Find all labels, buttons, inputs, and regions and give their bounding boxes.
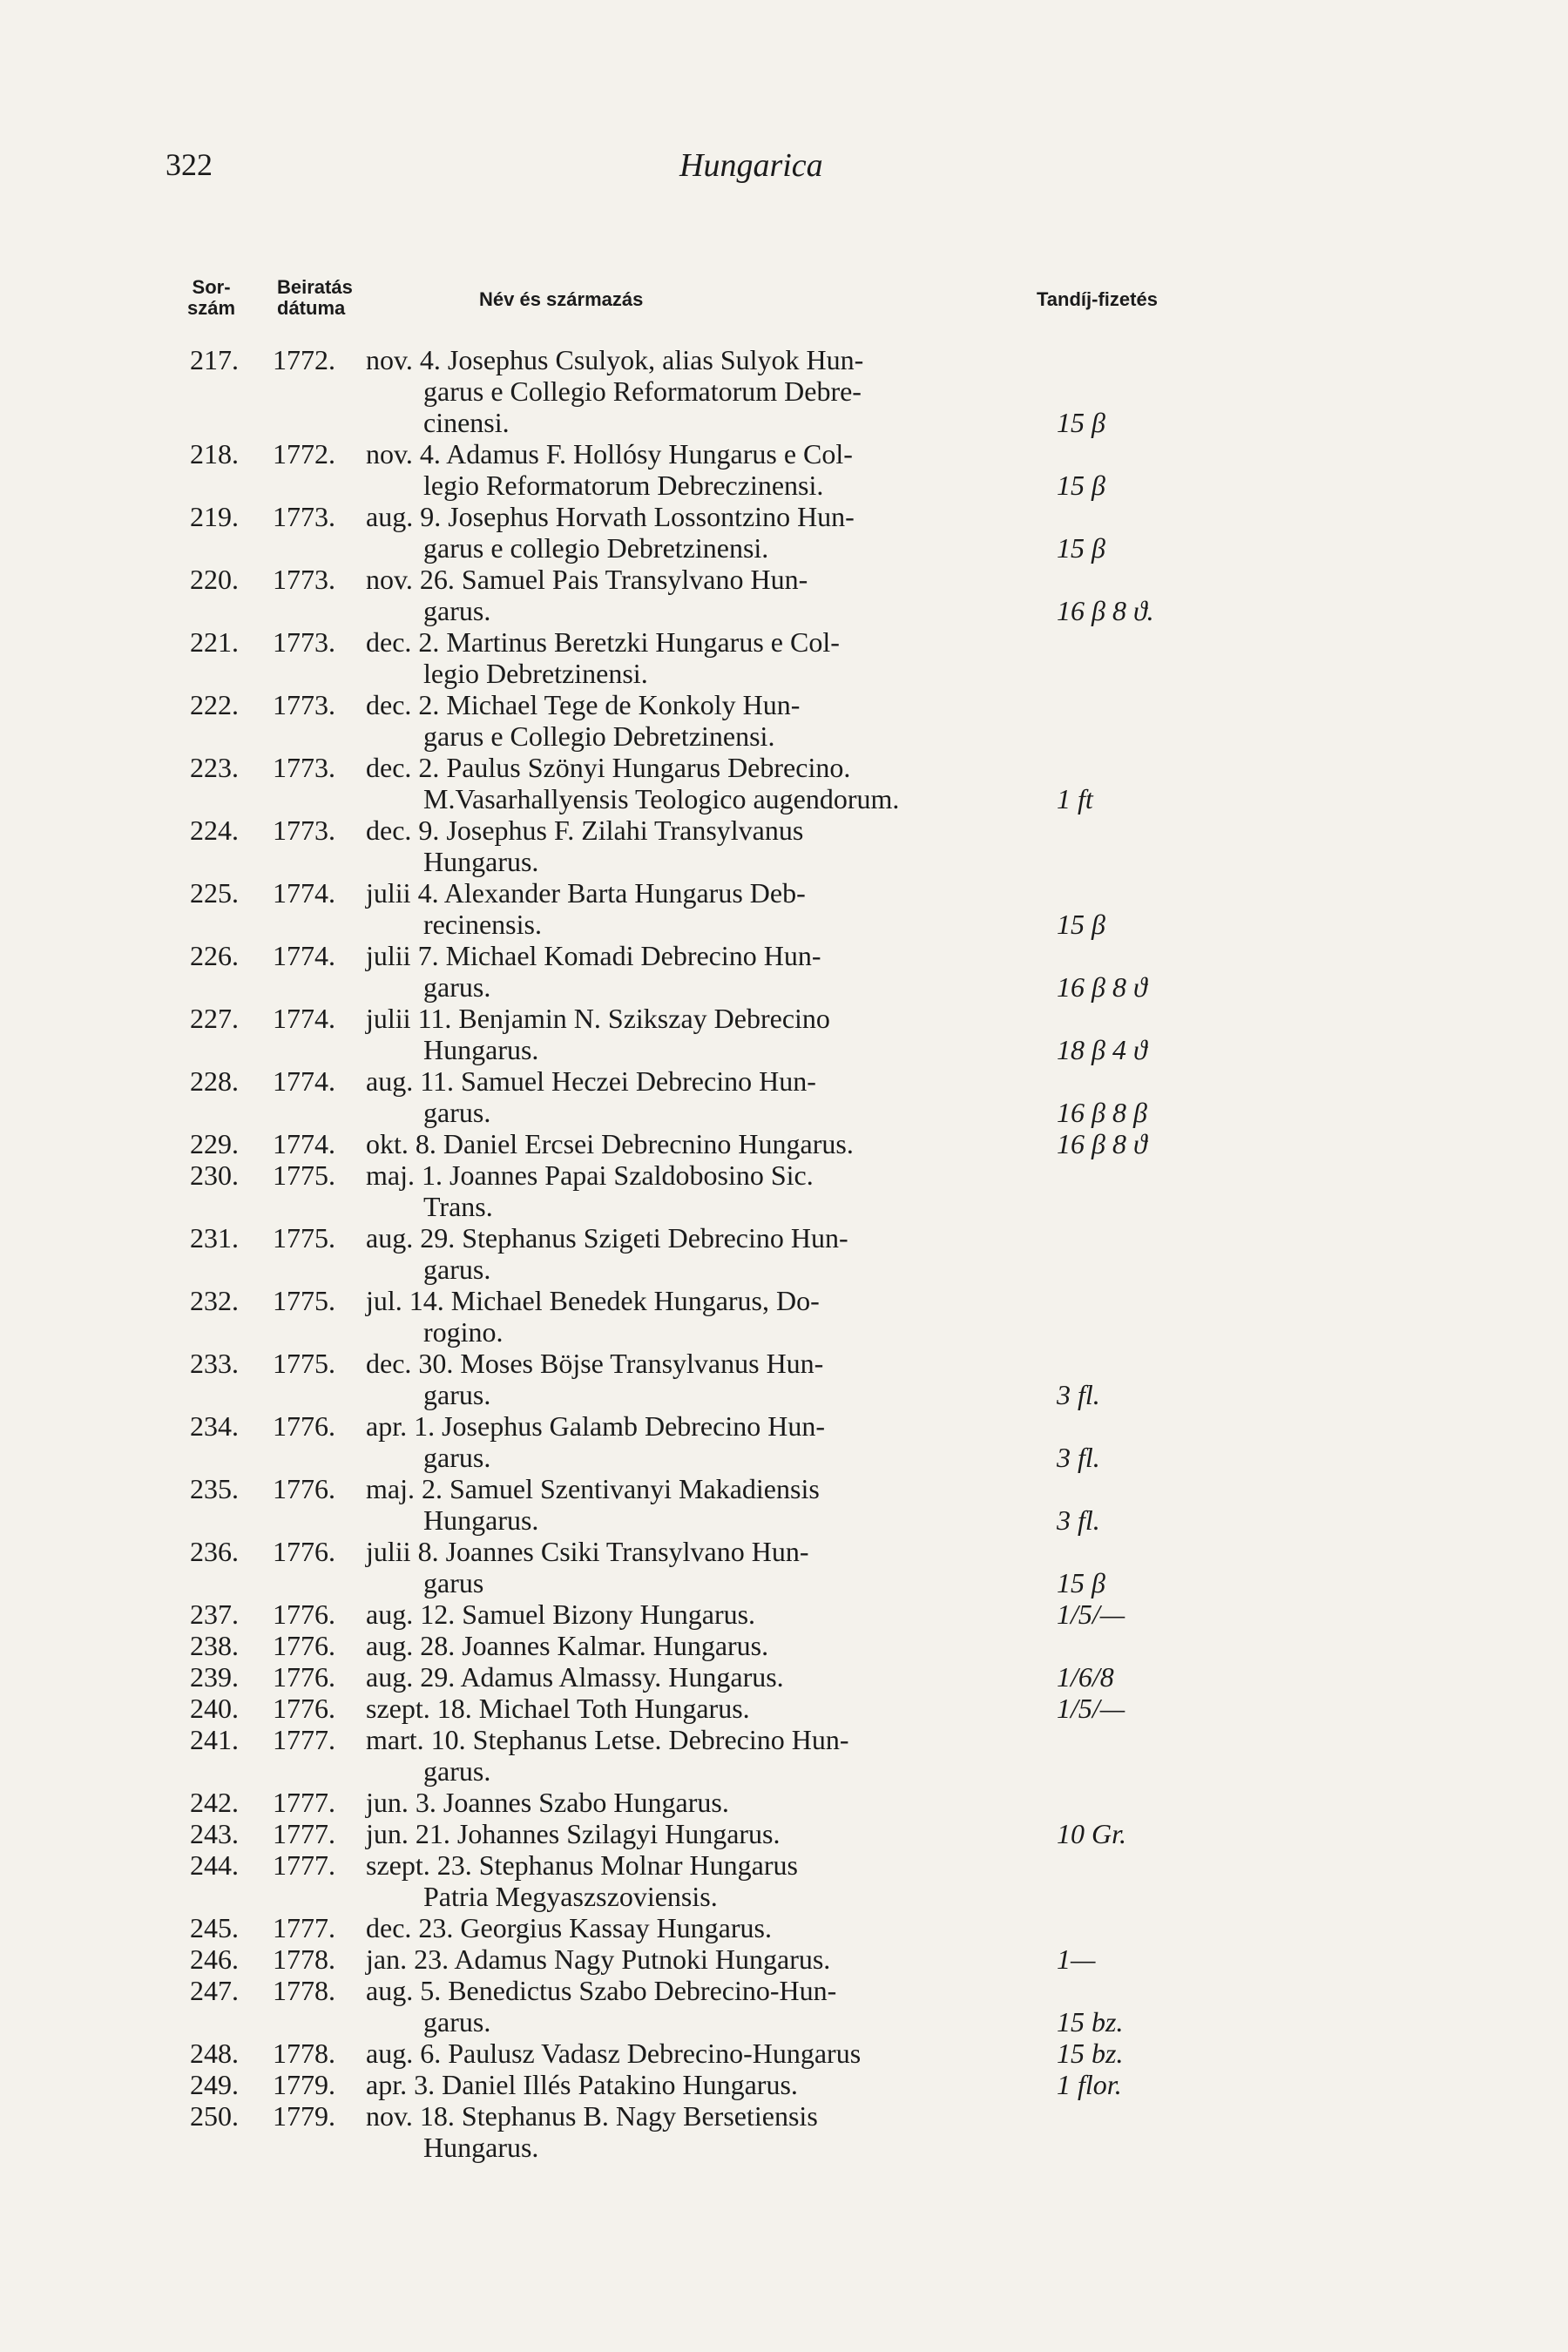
entry-text [366,814,1063,877]
entry-text-line: aug. 28. Joannes Kalmar. Hungarus. [366,1630,769,1661]
entry-year: 1776. [273,1598,335,1630]
entry-text-line: garus. [423,1254,491,1285]
entry-text [366,1222,1063,1285]
entry-number: 245. [190,1912,239,1943]
register-entry [0,1724,1568,1787]
entry-year: 1773. [273,814,335,846]
entry-text-line: garus. [423,971,491,1003]
register-entry [0,1630,1568,1661]
entry-text-line: dec. 2. Paulus Szönyi Hungarus Debrecino. [366,752,851,783]
entry-text [366,2038,1063,2069]
register-entry [0,1818,1568,1849]
entry-text-line: okt. 8. Daniel Ercsei Debrecnino Hungarus. [366,1128,854,1159]
entry-number: 250. [190,2100,239,2132]
register-entry [0,1128,1568,1159]
entry-text-line: aug. 29. Adamus Almassy. Hungarus. [366,1661,784,1693]
entry-fee: 1/5/— [1057,1693,1125,1724]
entry-text-line: aug. 5. Benedictus Szabo Debrecino-Hun- [366,1975,837,2006]
entry-year: 1775. [273,1222,335,1254]
entry-text [366,1818,1063,1849]
entry-number: 247. [190,1975,239,2006]
entry-text-line: recinensis. [423,909,542,940]
entry-number: 230. [190,1159,239,1191]
entry-text-line: apr. 3. Daniel Illés Patakino Hungarus. [366,2069,798,2100]
entry-text-line: Trans. [423,1191,493,1222]
register-entry [0,940,1568,1003]
entry-fee: 16 β 8 ϑ. [1057,595,1154,626]
entry-text-line: rogino. [423,1316,504,1348]
entry-year: 1777. [273,1787,335,1818]
entry-year: 1775. [273,1285,335,1316]
entry-fee: 1 flor. [1057,2069,1122,2100]
entry-year: 1776. [273,1473,335,1504]
register-entry [0,1975,1568,2038]
entry-fee: 1/6/8 [1057,1661,1114,1693]
entry-number: 238. [190,1630,239,1661]
entry-fee: 3 fl. [1057,1504,1100,1536]
entry-text-line: garus e collegio Debretzinensi. [423,532,769,564]
running-head [0,146,1568,190]
entry-year: 1778. [273,1975,335,2006]
entry-year: 1776. [273,1630,335,1661]
entry-number: 241. [190,1724,239,1755]
entry-text-line: M.Vasarhallyensis Teologico augendorum. [423,783,900,814]
entry-text [366,1630,1063,1661]
entry-text [366,1787,1063,1818]
register-entry [0,1410,1568,1473]
entry-text [366,1159,1063,1222]
register-entry [0,689,1568,752]
entry-text [366,1348,1063,1410]
entry-text-line: jul. 14. Michael Benedek Hungarus, Do- [366,1285,820,1316]
entry-text [366,1661,1063,1693]
entry-text-line: nov. 26. Samuel Pais Transylvano Hun- [366,564,808,595]
entry-text [366,877,1063,940]
column-header-number-line2: szám [187,297,236,319]
column-header-number [187,277,235,319]
entry-text-line: dec. 9. Josephus F. Zilahi Transylvanus [366,814,804,846]
entry-number: 242. [190,1787,239,1818]
register-entry [0,1065,1568,1128]
entry-year: 1774. [273,1128,335,1159]
entry-text-line: julii 8. Joannes Csiki Transylvano Hun- [366,1536,809,1567]
register-entry [0,1285,1568,1348]
entry-number: 231. [190,1222,239,1254]
register-entry [0,2100,1568,2163]
register-entry [0,1536,1568,1598]
entry-year: 1779. [273,2100,335,2132]
entry-text [366,1410,1063,1473]
entry-text-line: nov. 18. Stephanus B. Nagy Bersetiensis [366,2100,818,2132]
register-entry [0,1849,1568,1912]
entry-year: 1774. [273,1003,335,1034]
column-header-number-line1: Sor- [192,276,231,298]
entry-text [366,438,1063,501]
entry-text-line: jun. 21. Johannes Szilagyi Hungarus. [366,1818,781,1849]
entry-number: 234. [190,1410,239,1442]
entry-text [366,940,1063,1003]
entry-text [366,564,1063,626]
register-entry [0,1912,1568,1943]
entry-text-line: mart. 10. Stephanus Letse. Debrecino Hun- [366,1724,849,1755]
register-entry [0,564,1568,626]
entry-number: 227. [190,1003,239,1034]
register-entry [0,2038,1568,2069]
entry-text-line: dec. 2. Martinus Beretzki Hungarus e Col- [366,626,840,658]
entry-fee: 3 fl. [1057,1442,1100,1473]
column-header-date [277,277,353,319]
entry-number: 248. [190,2038,239,2069]
entry-year: 1776. [273,1410,335,1442]
entry-text [366,689,1063,752]
register-entry [0,814,1568,877]
entry-number: 222. [190,689,239,720]
register-entries [0,344,1568,2163]
register-entry [0,1693,1568,1724]
register-entry [0,626,1568,689]
entry-text-line: garus. [423,1379,491,1410]
entry-fee: 10 Gr. [1057,1818,1127,1849]
register-entry [0,2069,1568,2100]
entry-number: 220. [190,564,239,595]
entry-text-line: garus. [423,595,491,626]
entry-text-line: garus. [423,1755,491,1787]
entry-text-line: julii 7. Michael Komadi Debrecino Hun- [366,940,821,971]
entry-number: 226. [190,940,239,971]
entry-text-line: jun. 3. Joannes Szabo Hungarus. [366,1787,729,1818]
column-header-name: Név és származás [479,288,644,310]
entry-text-line: aug. 11. Samuel Heczei Debrecino Hun- [366,1065,816,1097]
entry-text-line: julii 11. Benjamin N. Szikszay Debrecino [366,1003,830,1034]
register-entry [0,1598,1568,1630]
column-header-fee: Tandíj-fizetés [1037,288,1158,310]
register-entry [0,1222,1568,1285]
entry-number: 223. [190,752,239,783]
register-entry [0,1473,1568,1536]
entry-text-line: legio Reformatorum Debreczinensi. [423,470,824,501]
register-entry [0,1787,1568,1818]
register-entry [0,344,1568,438]
entry-year: 1778. [273,2038,335,2069]
entry-text [366,1849,1063,1912]
entry-text [366,1128,1063,1159]
entry-text-line: garus. [423,1442,491,1473]
entry-year: 1777. [273,1818,335,1849]
register-entry [0,877,1568,940]
entry-text-line: garus e Collegio Debretzinensi. [423,720,775,752]
entry-number: 235. [190,1473,239,1504]
entry-fee: 1— [1057,1943,1096,1975]
entry-fee: 16 β 8 ϑ [1057,1128,1147,1159]
entry-text-line: dec. 30. Moses Böjse Transylvanus Hun- [366,1348,824,1379]
entry-year: 1775. [273,1159,335,1191]
entry-fee: 15 bz. [1057,2006,1124,2038]
entry-year: 1776. [273,1536,335,1567]
entry-text [366,1536,1063,1598]
entry-text-line: nov. 4. Adamus F. Hollósy Hungarus e Col- [366,438,853,470]
entry-text-line: aug. 9. Josephus Horvath Lossontzino Hun- [366,501,855,532]
entry-fee: 16 β 8 β [1057,1097,1147,1128]
entry-text-line: Hungarus. [423,2132,539,2163]
entry-number: 232. [190,1285,239,1316]
entry-text [366,1724,1063,1787]
entry-text-line: garus [423,1567,484,1598]
entry-year: 1774. [273,1065,335,1097]
entry-number: 217. [190,344,239,375]
entry-number: 229. [190,1128,239,1159]
entry-number: 224. [190,814,239,846]
entry-text-line: aug. 12. Samuel Bizony Hungarus. [366,1598,756,1630]
entry-text-line: maj. 2. Samuel Szentivanyi Makadiensis [366,1473,820,1504]
entry-text-line: aug. 6. Paulusz Vadasz Debrecino-Hungarus [366,2038,862,2069]
entry-text-line: legio Debretzinensi. [423,658,648,689]
register-entry [0,1943,1568,1975]
entry-number: 239. [190,1661,239,1693]
entry-year: 1778. [273,1943,335,1975]
entry-number: 240. [190,1693,239,1724]
entry-fee: 1 ft [1057,783,1093,814]
entry-year: 1776. [273,1661,335,1693]
register-entry [0,438,1568,501]
entry-fee: 3 fl. [1057,1379,1100,1410]
entry-text-line: maj. 1. Joannes Papai Szaldobosino Sic. [366,1159,814,1191]
entry-fee: 15 β [1057,532,1105,564]
entry-fee: 15 β [1057,407,1105,438]
entry-number: 244. [190,1849,239,1881]
entry-year: 1779. [273,2069,335,2100]
entry-text [366,752,1063,814]
entry-text [366,2100,1063,2163]
entry-text-line: apr. 1. Josephus Galamb Debrecino Hun- [366,1410,825,1442]
entry-text-line: Hungarus. [423,846,539,877]
entry-year: 1773. [273,689,335,720]
entry-year: 1775. [273,1348,335,1379]
entry-text [366,1975,1063,2038]
entry-text [366,1598,1063,1630]
register-entry [0,752,1568,814]
entry-year: 1772. [273,438,335,470]
entry-year: 1772. [273,344,335,375]
entry-year: 1773. [273,564,335,595]
entry-text [366,1693,1063,1724]
entry-year: 1774. [273,877,335,909]
page-number: 322 [166,147,213,182]
entry-year: 1777. [273,1912,335,1943]
entry-number: 219. [190,501,239,532]
entry-number: 233. [190,1348,239,1379]
entry-number: 249. [190,2069,239,2100]
entry-text-line: szept. 18. Michael Toth Hungarus. [366,1693,750,1724]
register-entry [0,1348,1568,1410]
entry-text-line: Hungarus. [423,1504,539,1536]
entry-year: 1776. [273,1693,335,1724]
entry-text-line: szept. 23. Stephanus Molnar Hungarus [366,1849,798,1881]
entry-year: 1777. [273,1724,335,1755]
entry-number: 246. [190,1943,239,1975]
entry-text [366,1065,1063,1128]
entry-year: 1773. [273,626,335,658]
entry-text-line: garus. [423,1097,491,1128]
entry-text [366,1912,1063,1943]
entry-text [366,1473,1063,1536]
column-header-date-line1: Beiratás [277,276,353,298]
entry-fee: 16 β 8 ϑ [1057,971,1147,1003]
entry-fee: 15 β [1057,470,1105,501]
entry-text-line: jan. 23. Adamus Nagy Putnoki Hungarus. [366,1943,831,1975]
column-header-date-line2: dátuma [277,297,346,319]
entry-text [366,501,1063,564]
entry-text [366,2069,1063,2100]
entry-text-line: dec. 2. Michael Tege de Konkoly Hun- [366,689,801,720]
entry-text [366,1003,1063,1065]
entry-fee: 15 β [1057,909,1105,940]
register-entry [0,1159,1568,1222]
running-title: Hungarica [679,147,823,184]
entry-number: 218. [190,438,239,470]
register-entry [0,1003,1568,1065]
entry-year: 1773. [273,501,335,532]
entry-fee: 15 bz. [1057,2038,1124,2069]
entry-text-line: Hungarus. [423,1034,539,1065]
entry-text-line: nov. 4. Josephus Csulyok, alias Sulyok Hun- [366,344,864,375]
entry-fee: 1/5/— [1057,1598,1125,1630]
entry-number: 237. [190,1598,239,1630]
entry-text-line: julii 4. Alexander Barta Hungarus Deb- [366,877,806,909]
column-headers [0,277,1568,329]
entry-number: 236. [190,1536,239,1567]
entry-number: 228. [190,1065,239,1097]
register-entry [0,1661,1568,1693]
entry-text-line: cinensi. [423,407,510,438]
entry-text [366,344,1063,438]
entry-year: 1777. [273,1849,335,1881]
entry-fee: 15 β [1057,1567,1105,1598]
entry-text-line: garus. [423,2006,491,2038]
entry-number: 243. [190,1818,239,1849]
entry-text-line: dec. 23. Georgius Kassay Hungarus. [366,1912,772,1943]
entry-number: 225. [190,877,239,909]
entry-year: 1773. [273,752,335,783]
entry-fee: 18 β 4 ϑ [1057,1034,1147,1065]
register-entry [0,501,1568,564]
entry-text [366,1285,1063,1348]
entry-text-line: Patria Megyaszszoviensis. [423,1881,718,1912]
entry-number: 221. [190,626,239,658]
entry-text [366,626,1063,689]
entry-year: 1774. [273,940,335,971]
entry-text-line: aug. 29. Stephanus Szigeti Debrecino Hun- [366,1222,848,1254]
entry-text [366,1943,1063,1975]
entry-text-line: garus e Collegio Reformatorum Debre- [423,375,862,407]
